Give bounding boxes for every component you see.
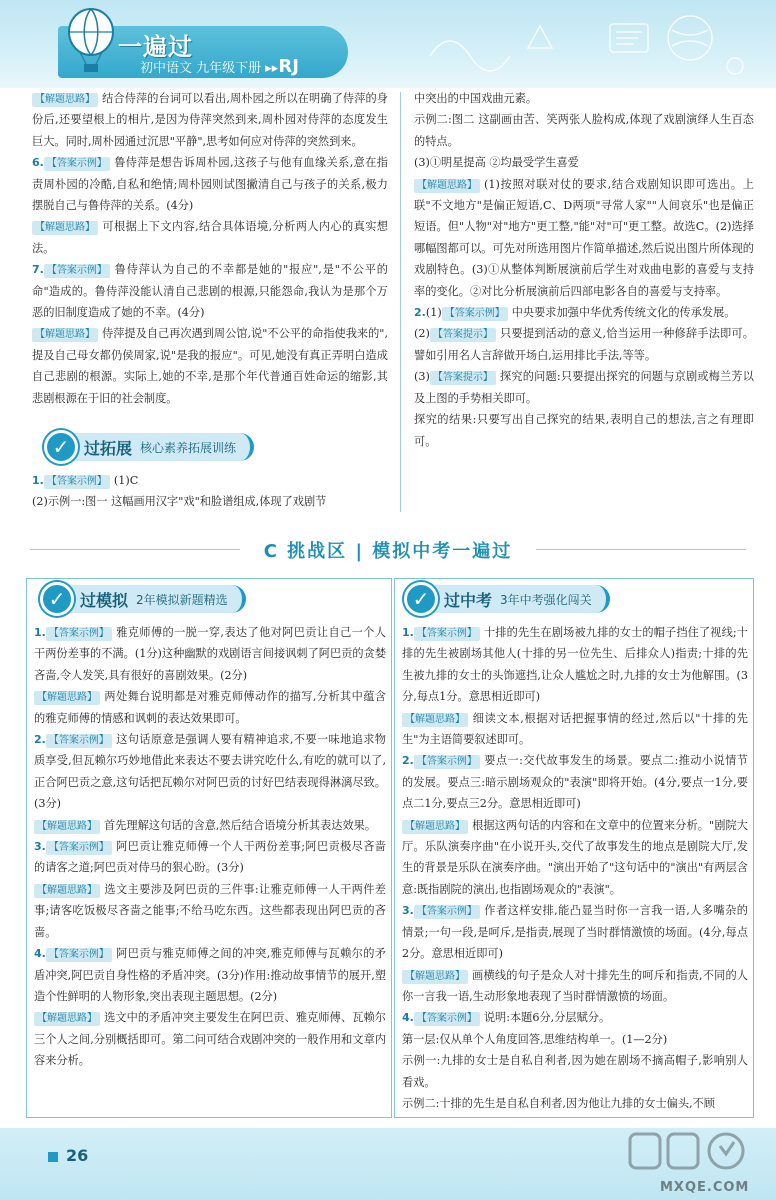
top-right-column — [414, 88, 754, 452]
tag-label: 【答案示例】 — [44, 157, 110, 171]
tag-label: 【答案示例】 — [442, 307, 508, 321]
answer-text: 阿巴贡让雅克师傅一个人干两份差事;阿巴贡极尽吝啬的请客之道;阿巴贡对侍马的狠心盼。(3分) — [34, 840, 386, 875]
tag-label: 【解题思路】 — [402, 713, 468, 727]
section-title: 过拓展 — [84, 438, 133, 458]
bottom-left-column — [34, 622, 386, 1072]
question-number: 1. — [402, 626, 414, 639]
tag-label: 【解题思路】 — [32, 93, 98, 107]
answer-text: (1)按照对联对仗的要求,结合戏剧知识即可选出。上联"不文地方"是偏正短语,C、D两项"寻常人家""人间哀乐"也是偏正短语。但"人物"对"地方"更工整,"能"对"可"更工整。故选C。(2)选择哪幅图都可以。可先对所选用图片作简单描述,然后说出图片所体现的戏剧特色。(3)①从整体判断展演前后学生对戏曲电影的喜爱与支持率的变化。②对比分析展演前后四部电影各自的喜爱与支持率。 — [414, 177, 754, 298]
tag-label: 【解题思路】 — [34, 884, 100, 898]
answer-text: 根据这两句话的内容和在文章中的位置来分析。"剧院大厅。乐队演奏序曲"在小说开头,交代了故事发生的地点是剧院大厅,发生的背景是乐队在演奏序曲。"演出开始了"这句话中的"演出"有两层含意:既指剧院的演出,也指剧场观众的"表演"。 — [402, 818, 748, 896]
tag-label: 【解题思路】 — [34, 820, 100, 834]
answer-text: 示例二:十排的先生是自私自利者,因为他让九排的女士偏头,不顾 — [402, 1096, 715, 1110]
arrow-icon: ▸▸ — [265, 61, 279, 76]
tag-label: 【解题思路】 — [32, 221, 98, 235]
answer-text: 说明:本题6分,分层赋分。 — [483, 1011, 611, 1025]
answer-block — [34, 686, 386, 729]
top-left-after-column — [32, 470, 388, 513]
tag-label: 【解题思路】 — [34, 1012, 100, 1026]
answer-text: 要点一:交代故事发生的场景。要点二:推动小说情节的发展。要点三:暗示剧场观众的"表演"即将开始。(4分,要点一1分,要点二1分,要点三2分。意思相近即可) — [402, 754, 748, 811]
banner-title: C 挑战区 | 模拟中考一遍过 — [263, 541, 513, 562]
answer-block — [414, 366, 754, 409]
answer-text: 探究的结果:只要写出自己探究的结果,表明自己的想法,言之有理即可。 — [414, 413, 754, 448]
question-number: 7. — [32, 263, 44, 277]
question-number: 1. — [34, 626, 46, 639]
section-title: 过中考 — [444, 590, 493, 610]
question-number: 2. — [414, 306, 426, 320]
answer-text: 鲁侍萍认为自己的不幸都是她的"报应",是"不公平的命"造成的。鲁侍萍没能认清自己悲剧的根源,只能怨命,我认为是那个万恶的旧制度造成了她的不幸。(4分) — [32, 263, 388, 320]
answer-block — [32, 491, 388, 512]
answer-block — [34, 815, 386, 836]
section-subtitle: 核心素养拓展训练 — [140, 440, 237, 455]
answer-block — [402, 900, 748, 964]
answer-block — [402, 965, 748, 1008]
page-number: 26 — [66, 1146, 89, 1165]
section-heading-mock — [40, 582, 246, 616]
tag-label: 【答案示例】 — [44, 264, 110, 278]
answer-block — [32, 259, 388, 323]
answer-block — [34, 1007, 386, 1071]
answer-block — [402, 815, 748, 901]
question-number: 3. — [34, 840, 46, 854]
answer-text: 鲁侍萍是想告诉周朴园,这孩子与他有血缘关系,意在指责周朴园的冷酷,自私和绝情;周朴园则试图撇清自己与孩子的关系,极力摆脱自己与鲁侍萍的关系。(4分) — [32, 156, 388, 213]
tag-label: 【解题思路】 — [402, 820, 468, 834]
answer-block — [32, 470, 388, 491]
question-number: 2. — [34, 733, 46, 747]
answer-text: 首先理解这句话的含意,然后结合语境分析其表达效果。 — [104, 818, 377, 832]
section-pill — [428, 585, 610, 613]
answer-block — [402, 708, 748, 751]
answer-text: 可根据上下文内容,结合具体语境,分析两人内心的真实想法。 — [32, 220, 388, 255]
answer-block: 2.(1) 【答案示例】 中央要求加强中华优秀传统文化的传承发展。 — [414, 306, 736, 320]
section-heading-real-exam — [404, 582, 610, 616]
answer-block — [402, 622, 748, 708]
tag-label: 【答案示例】 — [46, 948, 112, 962]
answer-text: (1)C — [113, 474, 139, 487]
answer-text: 只要提到活动的意义,恰当运用一种修辞手法即可。譬如引用名人言辞做开场白,运用排比手法,等等。 — [414, 327, 754, 362]
answer-text: 中突出的中国戏曲元素。 — [414, 92, 538, 105]
answer-text: 这句话原意是强调人要有精神追求,不要一味地追求物质享受,但瓦赖尔巧妙地借此来表达不要去讲究吃什么,有吃的就可以了,正合阿巴贡之意,这句话把瓦赖尔对阿巴贡的讨好巴结表现得淋漓尽致。(3分) — [34, 733, 386, 811]
checkmark-icon: ✓ — [404, 582, 438, 616]
header-doodle-decoration — [390, 6, 770, 86]
question-number: 4. — [34, 947, 46, 961]
answer-block — [402, 750, 748, 814]
answer-block — [34, 836, 386, 879]
answer-text: 探究的问题:只要提出探究的问题与京剧或梅兰芳以及上图的手势相关即可。 — [414, 370, 754, 405]
answer-block — [414, 109, 754, 152]
hot-air-balloon-icon — [62, 8, 120, 74]
tag-label: 【答案示例】 — [46, 841, 112, 855]
answer-text: 示例二:图二 这副画由苦、笑两张人脸构成,体现了戏剧演绎人生百态的特点。 — [414, 113, 754, 148]
answer-text: 选文主要涉及阿巴贡的三件事:让雅克师傅一人干两件差事;请客吃饭极尽吝啬之能事;不给马吃东西。这些都表现出阿巴贡的吝啬。 — [34, 882, 386, 939]
answer-block — [34, 729, 386, 815]
brand-subtitle — [140, 56, 299, 77]
answer-block — [414, 88, 754, 109]
tag-label: 【解题思路】 — [414, 179, 480, 193]
tag-label: 【解题思路】 — [402, 970, 468, 984]
section-heading-extension — [44, 430, 254, 464]
tag-label: 【答案示例】 — [414, 905, 480, 919]
edition-label: RJ — [278, 56, 299, 77]
tag-label: 【答案示例】 — [414, 627, 480, 641]
tag-label: 【解题思路】 — [32, 328, 98, 342]
checkmark-icon: ✓ — [40, 582, 74, 616]
answer-text: 画横线的句子是众人对十排先生的呵斥和指责,不同的人你一言我一语,生动形象地表现了当时群情激愤的场面。 — [402, 968, 748, 1003]
tag-label: 【答案示例】 — [46, 627, 112, 641]
answer-text: 十排的先生在剧场被九排的女士的帽子挡住了视线;十排的先生被剧场其他人(十排的另一位先生、后排众人)指责;十排的先生被九排的女士的头饰遮挡,让众人尴尬之时,九排的女士为他解围。(3分,每点1分。意思相近即可) — [402, 626, 748, 704]
brand-title: 一遍过 — [118, 33, 193, 61]
book-subtitle: 初中语文 九年级下册 — [140, 61, 262, 76]
answer-text: 选文中的矛盾冲突主要发生在阿巴贡、雅克师傅、瓦赖尔三个人之间,分别概括即可。第二问可结合戏剧冲突的一般作用和文章内容来分析。 — [34, 1011, 386, 1068]
bottom-right-column — [402, 622, 748, 1114]
tag-label: 【答案示例】 — [414, 1012, 480, 1026]
answer-block — [32, 216, 388, 259]
answer-block — [414, 409, 754, 452]
tag-label: 【解题思路】 — [34, 691, 100, 705]
tag-label: 【答案示例】 — [414, 755, 480, 769]
section-subtitle: 3年中考强化闯关 — [500, 592, 592, 607]
section-pill — [64, 585, 246, 613]
page-marker-icon — [48, 1152, 58, 1162]
answer-block — [402, 1093, 748, 1114]
answer-block — [34, 879, 386, 943]
answer-block — [402, 1007, 748, 1028]
section-subtitle: 2年模拟新题精选 — [136, 592, 228, 607]
answer-block — [414, 174, 754, 302]
answer-text: 两处舞台说明都是对雅克师傅动作的描写,分析其中蕴含的雅克师傅的情感和讽刺的表达效果即可。 — [34, 690, 386, 725]
column-divider — [400, 92, 401, 512]
challenge-banner — [0, 528, 776, 572]
answer-block — [414, 152, 754, 173]
sub-number: (3) — [414, 370, 430, 384]
answer-text: 阿巴贡与雅克师傅之间的冲突,雅克师傅与瓦赖尔的矛盾冲突,阿巴贡自身性格的矛盾冲突。(3分)作用:推动故事情节的展开,塑造个性鲜明的人物形象,突出表现主题思想。(2分) — [34, 947, 386, 1003]
section-title: 过模拟 — [80, 590, 129, 610]
answer-text: 示例一:九排的女士是自私自利者,因为她在剧场不摘高帽子,影响别人看戏。 — [402, 1054, 748, 1089]
answer-text: 作者这样安排,能凸显当时你一言我一语,人多嘴杂的情景;一句一段,是呵斥,是指责,展现了当时群情激愤的场面。(4分,每点2分。意思相近即可) — [402, 904, 748, 961]
answer-block — [32, 323, 388, 409]
question-number: 3. — [402, 904, 414, 918]
question-number: 2. — [402, 754, 414, 768]
tag-label: 【答案提示】 — [430, 328, 496, 342]
answer-text: 结合侍萍的台词可以看出,周朴园之所以在明确了侍萍的身份后,还要望根上的相片,是因为侍萍突然到来,周朴园对侍萍的态度发生巨大。同时,周朴园通过沉思"平静",思考如何应对侍萍的突然到来。 — [32, 92, 388, 148]
tag-label: 【答案提示】 — [430, 371, 496, 385]
answer-text: 侍萍提及自己再次遇到周公馆,说"不公平的命指使我来的",提及自己母女都仍侯周家,说"是我的报应"。可见,她没有真正弄明白造成自己悲剧的根源。实际上,她的不幸,是那个年代普通百姓命运的缩影,其悲剧根源在于旧的社会制度。 — [32, 327, 388, 405]
sub-number: (2) — [414, 327, 430, 341]
answer-block — [32, 152, 388, 216]
answer-text: (3)①明星提高 ②均最受学生喜爱 — [414, 156, 579, 170]
question-number: 6. — [32, 156, 44, 170]
answer-text: 第一层:仅从单个人角度回答,思维结构单一。(1—2分) — [402, 1032, 668, 1046]
answer-block — [34, 943, 386, 1007]
answer-text: 雅克师傅的一脱一穿,表达了他对阿巴贡让自己一个人干两份差事的不满。(1分)这种幽默的戏剧语言间接讽刺了阿巴贡的贪婪吝啬,令人发笑,具有很好的喜剧效果。(2分) — [34, 626, 386, 682]
answer-text: 细读文本,根据对话把握事情的经过,然后以"十排的先生"为主语简要叙述即可。 — [402, 711, 748, 747]
answer-text: (2)示例一:图一 这幅画用汉字"戏"和脸谱组成,体现了戏剧节 — [32, 495, 327, 509]
tag-label: 【答案示例】 — [46, 734, 112, 748]
watermark-text: MXQE.COM — [660, 1180, 750, 1195]
question-number: 4. — [402, 1011, 414, 1025]
answer-block — [414, 323, 754, 366]
checkmark-icon: ✓ — [44, 430, 78, 464]
answer-block — [402, 1029, 748, 1050]
section-pill — [68, 433, 254, 461]
tag-label: 【答案示例】 — [44, 475, 110, 489]
answer-block — [402, 1050, 748, 1093]
question-number: 1. — [32, 474, 44, 487]
answer-block — [32, 88, 388, 152]
top-left-column — [32, 88, 388, 409]
answer-block — [34, 622, 386, 686]
answer-text: 中央要求加强中华优秀传统文化的传承发展。 — [511, 306, 736, 320]
